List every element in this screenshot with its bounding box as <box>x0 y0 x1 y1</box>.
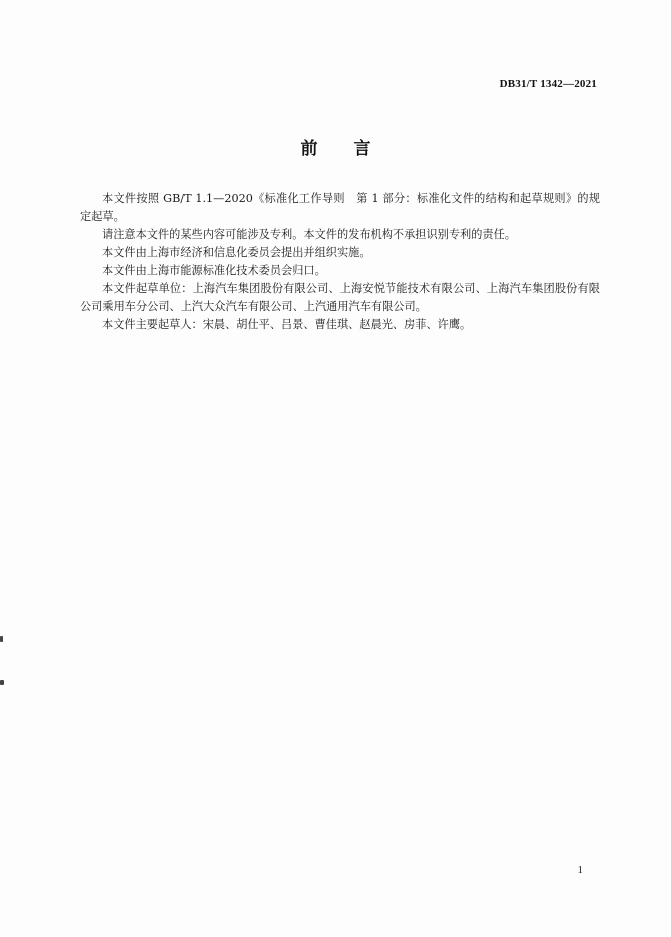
paragraph-committee: 本文件由上海市能源标准化技术委员会归口。 <box>102 264 326 277</box>
page-number: 1 <box>577 864 583 876</box>
document-code: DB31/T 1342—2021 <box>499 78 597 90</box>
scan-mark-upper <box>0 636 3 642</box>
document-body <box>80 190 600 334</box>
paragraph-patent-notice: 请注意本文件的某些内容可能涉及专利。本文件的发布机构不承担识别专利的责任。 <box>102 228 516 241</box>
paragraph-drafting-units: 本文件起草单位：上海汽车集团股份有限公司、上海安悦节能技术有限公司、上海汽车集团股份有限公司乘用车分公司、上汽大众汽车有限公司、上汽通用汽车有限公司。 <box>80 282 600 313</box>
paragraph-drafting-basis: 本文件按照 GB/T 1.1—2020《标准化工作导则 第 1 部分：标准化文件的结构和起草规则》的规定起草。 <box>80 192 600 223</box>
scan-mark-lower <box>0 680 4 685</box>
paragraph-drafters: 本文件主要起草人：宋晨、胡仕平、吕景、曹佳琪、赵晨光、房菲、许鹰。 <box>102 318 472 331</box>
page-title: 前言 <box>300 139 407 159</box>
paragraph-proposer: 本文件由上海市经济和信息化委员会提出并组织实施。 <box>102 246 371 259</box>
